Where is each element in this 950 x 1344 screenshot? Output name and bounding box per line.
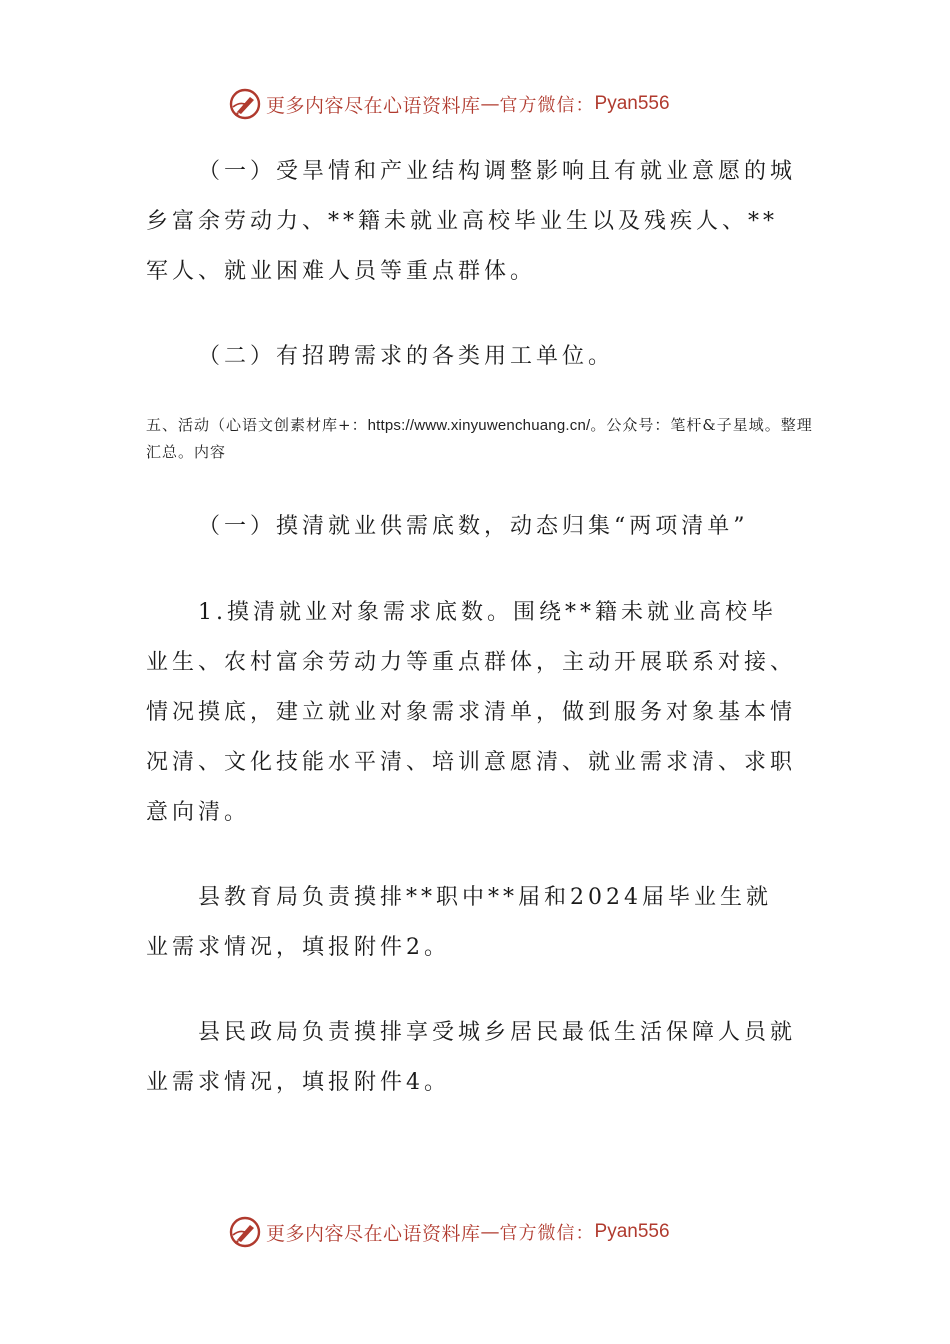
paragraph-education-bureau [146, 873, 796, 973]
subheading-supply-demand-text: （一）摸清就业供需底数，动态归集“两项清单” [198, 514, 749, 539]
paragraph-employers [146, 332, 796, 382]
pen-logo-icon [228, 87, 262, 121]
paragraph-education-bureau-text: 县教育局负责摸排**职中**届和2024届毕业生就业需求情况，填报附件2。 [146, 885, 772, 960]
pen-logo-icon [228, 1215, 262, 1249]
section-heading-url: https://www.xinyuwenchuang.cn/ [367, 417, 591, 434]
paragraph-target-groups-text: （一）受旱情和产业结构调整影响且有就业意愿的城乡富余劳动力、**籍未就业高校毕业生以及残疾人、**军人、就业困难人员等重点群体。 [146, 159, 797, 284]
paragraph-target-groups [146, 147, 796, 297]
paragraph-civil-affairs-bureau [146, 1008, 796, 1108]
paragraph-demand-baseline [146, 588, 796, 838]
paragraph-employers-text: （二）有招聘需求的各类用工单位。 [198, 344, 615, 369]
footer-banner [228, 1212, 670, 1252]
paragraph-civil-affairs-bureau-text: 县民政局负责摸排享受城乡居民最低生活保障人员就业需求情况，填报附件4。 [146, 1020, 797, 1095]
section-heading-activity [146, 412, 826, 466]
paragraph-demand-baseline-text: 1.摸清就业对象需求底数。围绕**籍未就业高校毕业生、农村富余劳动力等重点群体，主动开展联系对接、情况摸底，建立就业对象需求清单，做到服务对象基本情况清、文化技能水平清、培训意愿清、就业需求清、求职意向清。 [146, 600, 797, 825]
banner-text: 更多内容尽在心语资料库 [266, 1222, 481, 1245]
banner-wechat-id: Pyan556 [594, 93, 670, 114]
banner-text: 更多内容尽在心语资料库 [266, 94, 481, 117]
banner-dash: — [480, 1221, 500, 1243]
section-heading-prefix: 五、活动（心语文创素材库+： [146, 416, 368, 434]
banner-dash: — [480, 93, 500, 115]
subheading-supply-demand [146, 502, 796, 552]
header-banner [228, 84, 670, 124]
banner-wechat-label: 官方微信： [499, 1223, 595, 1244]
banner-wechat-id: Pyan556 [594, 1221, 670, 1242]
section-heading-suffix: 。公众号：笔杆&子星域。整理汇总。内容 [146, 416, 813, 461]
banner-wechat-label: 官方微信： [499, 95, 595, 116]
